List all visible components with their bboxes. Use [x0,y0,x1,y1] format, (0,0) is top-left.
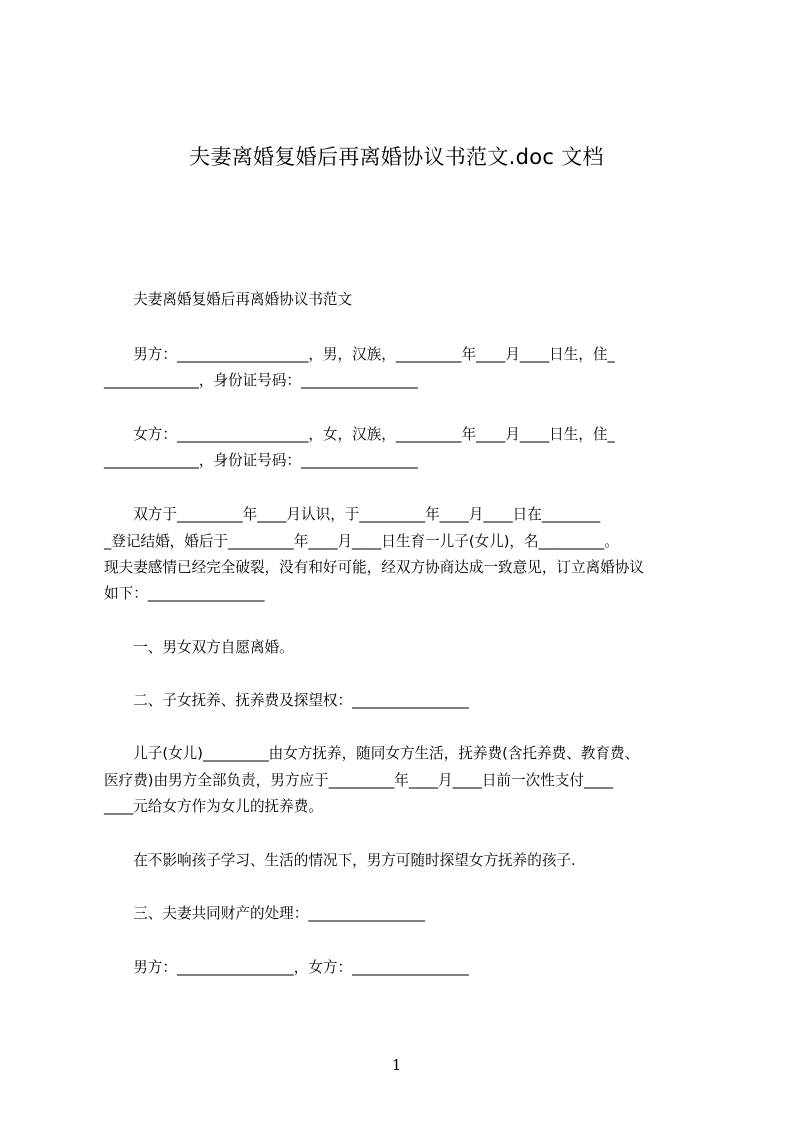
visitation-paragraph: 在不影响孩子学习、生活的情况下，男方可随时探望女方抚养的孩子. [104,852,576,869]
marriage-paragraph-line-2: _登记结婚，婚后于_________年____月____日生育一儿子(女儿)，名_________。 [104,533,619,550]
wife-info-line-2: _____________，身份证号码：________________ [104,452,418,469]
custody-paragraph-line-3: ____元给女方作为女儿的抚养费。 [104,798,323,815]
husband-info-line-2: _____________，身份证号码：________________ [104,372,418,389]
clause-one: 一、男女双方自愿离婚。 [104,639,294,656]
document-title: 夫妻离婚复婚后再离婚协议书范文.doc 文档 [189,145,604,169]
marriage-paragraph-line-4: 如下：________________ [104,585,265,602]
clause-two: 二、子女抚养、抚养费及探望权：________________ [104,692,469,709]
custody-paragraph-line-1: 儿子(女儿)_________由女方抚养，随同女方生活，抚养费(含托养费、教育费、 [104,745,640,762]
husband-info-line-1: 男方：__________________，男，汉族，_________年____月____日生，住_ [104,346,615,363]
marriage-paragraph-line-3: 现夫妻感情已经完全破裂，没有和好可能，经双方协商达成一致意见，订立离婚协议 [104,559,644,576]
wife-info-line-1: 女方：__________________，女，汉族，_________年____月____日生，住_ [104,426,615,443]
marriage-paragraph-line-1: 双方于_________年____月认识，于_________年____月____日在________ [104,506,601,523]
page-number: 1 [391,1056,402,1074]
custody-paragraph-line-2: 医疗费)由男方全部负责，男方应于_________年____月____日前一次性支付____ [104,772,614,789]
clause-three: 三、夫妻共同财产的处理：________________ [104,905,426,922]
agreement-heading: 夫妻离婚复婚后再离婚协议书范文 [104,291,353,308]
property-line: 男方：________________，女方：________________ [104,959,469,976]
